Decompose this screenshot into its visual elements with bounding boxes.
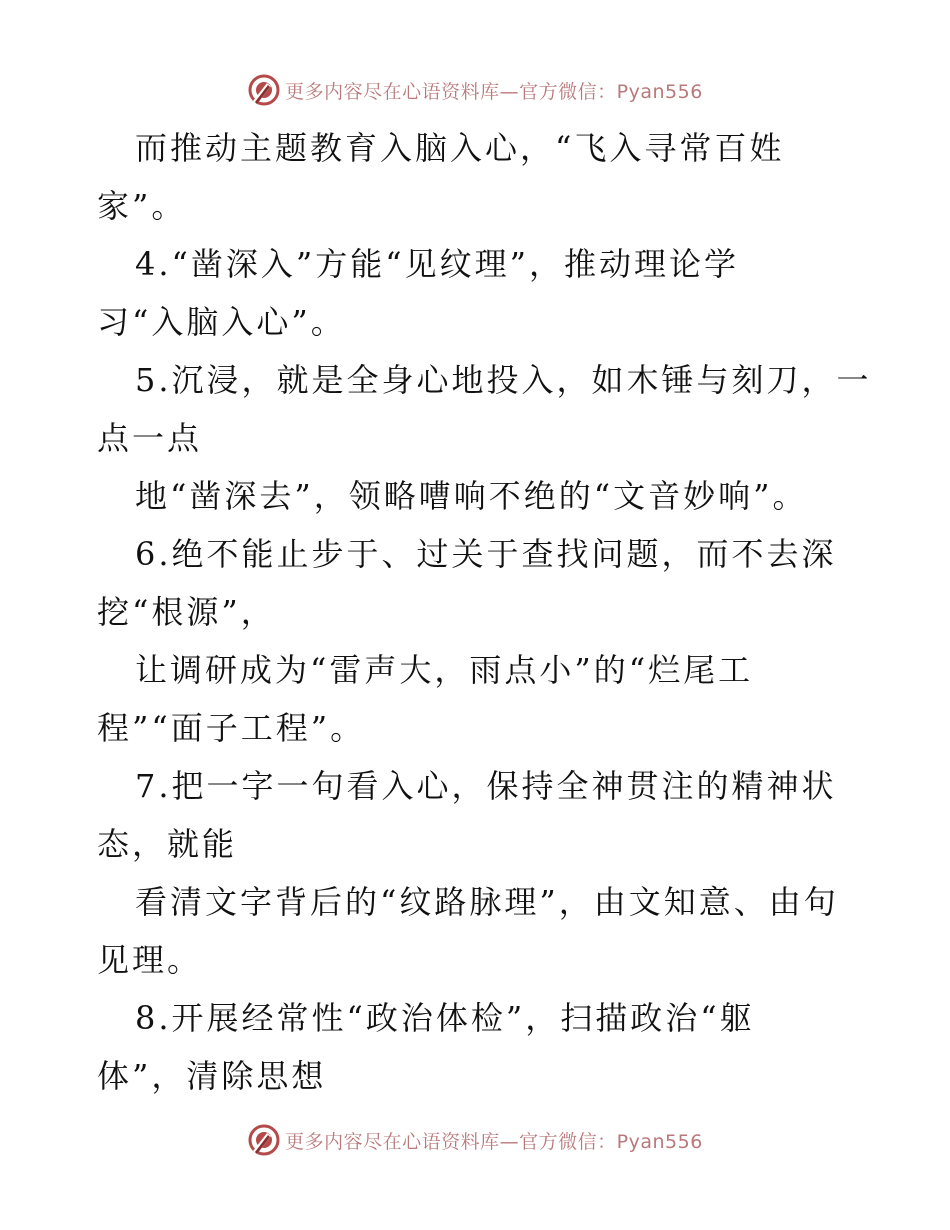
text-line: 见理。 xyxy=(97,941,203,979)
text-line: 习“入脑入心”。 xyxy=(97,303,346,341)
text-line: 挖“根源”， xyxy=(97,593,276,631)
header-watermark xyxy=(0,70,950,110)
text-line: 地“凿深去”，领略嘈响不绝的“文音妙响”。 xyxy=(135,477,808,515)
text-line: 程”“面子工程”。 xyxy=(97,709,366,747)
watermark-text: 更多内容尽在心语资料库—官方微信：Pyan556 xyxy=(285,80,703,103)
text-line: 让调研成为“雷声大，雨点小”的“烂尾工 xyxy=(135,651,754,689)
text-line: 看清文字背后的“纹路脉理”，由文知意、由句 xyxy=(135,883,839,921)
text-line: 4.“凿深入”方能“见纹理”，推动理论学 xyxy=(135,245,739,283)
watermark-text: 更多内容尽在心语资料库—官方微信：Pyan556 xyxy=(285,1130,703,1153)
pen-logo-icon xyxy=(247,73,281,107)
text-line: 6.绝不能止步于、过关于查找问题，而不去深 xyxy=(135,535,837,573)
footer-watermark xyxy=(0,1120,950,1160)
text-line: 5.沉浸，就是全身心地投入，如木锤与刻刀，一 xyxy=(135,361,872,399)
text-line: 态，就能 xyxy=(97,825,238,863)
pen-logo-icon xyxy=(247,1123,281,1157)
text-line: 8.开展经常性“政治体检”，扫描政治“躯 xyxy=(135,999,755,1037)
text-line: 家”。 xyxy=(97,187,187,225)
text-line: 7.把一字一句看入心，保持全神贯注的精神状 xyxy=(135,767,837,805)
text-line: 而推动主题教育入脑入心，“飞入寻常百姓 xyxy=(135,129,785,167)
text-line: 点一点 xyxy=(97,419,203,457)
text-line: 体”，清除思想 xyxy=(97,1057,327,1095)
